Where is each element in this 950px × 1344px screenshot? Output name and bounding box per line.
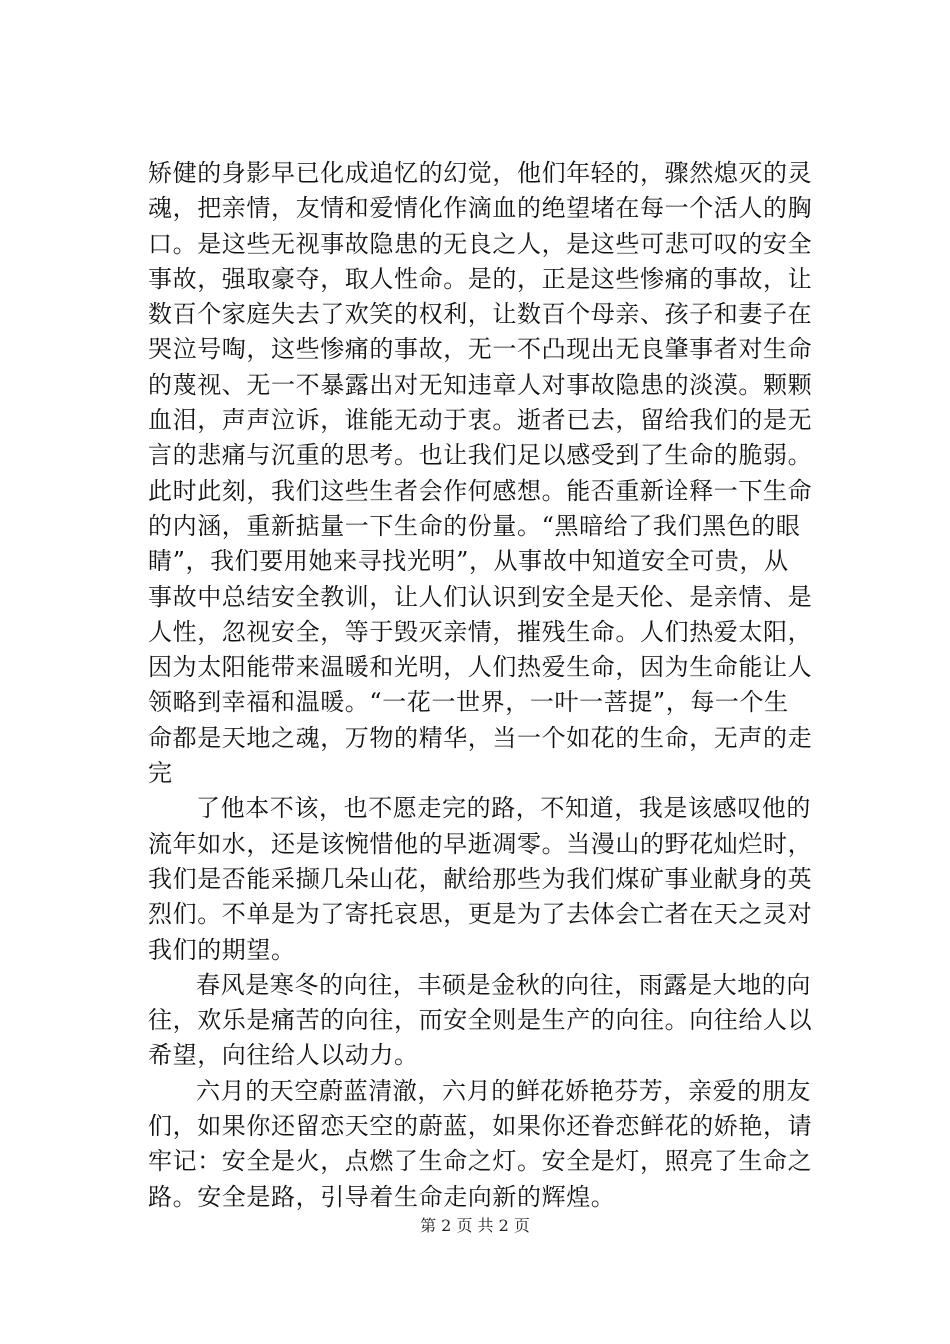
text-line: 言的悲痛与沉重的思考。也让我们足以感受到了生命的脆弱。 [148,441,813,470]
text-line: 牢记：安全是火，点燃了生命之灯。安全是灯，照亮了生命之 [148,1147,813,1176]
page-footer [0,1216,950,1236]
text-line: 的蔑视、无一不暴露出对无知违章人对事故隐患的淡漠。颗颗 [148,370,813,399]
paragraph-1 [148,156,828,791]
paragraph-3 [148,968,828,1074]
text-line: 希望，向往给人以动力。 [148,1041,419,1070]
text-line: 我们的期望。 [148,935,296,964]
text-line: 命都是天地之魂，万物的精华，当一个如花的生命，无声的走 [148,723,813,752]
text-line: 事故，强取豪夺，取人性命。是的，正是这些惨痛的事故，让 [148,264,813,293]
text-line: 口。是这些无视事故隐患的无良之人，是这些可悲可叹的安全 [148,229,813,258]
text-line: 睛”，我们要用她来寻找光明”，从事故中知道安全可贵，从 [148,547,789,576]
text-line: 数百个家庭失去了欢笑的权利，让数百个母亲、孩子和妻子在 [148,300,813,329]
text-line: 完 [148,759,173,788]
text-line: 血泪，声声泣诉，谁能无动于衷。逝者已去，留给我们的是无 [148,406,813,435]
text-line: 事故中总结安全教训，让人们认识到安全是天伦、是亲情、是 [148,582,813,611]
text-line: 往，欢乐是痛苦的向往，而安全则是生产的向往。向往给人以 [148,1006,813,1035]
text-line: 魂，把亲情，友情和爱情化作滴血的绝望堵在每一个活人的胸 [148,194,813,223]
body-text [148,156,828,1215]
text-line: 人性，忽视安全，等于毁灭亲情，摧残生命。人们热爱太阳， [148,617,813,646]
text-line: 矫健的身影早已化成追忆的幻觉，他们年轻的，骤然熄灭的灵 [148,159,813,187]
text-line: 哭泣号啕，这些惨痛的事故，无一不凸现出无良肇事者对生命 [148,335,813,364]
text-line: 的内涵，重新掂量一下生命的份量。“黑暗给了我们黑色的眼 [148,511,801,540]
text-line: 烈们。不单是为了寄托哀思，更是为了去体会亡者在天之灵对 [148,900,813,929]
text-line: 此时此刻，我们这些生者会作何感想。能否重新诠释一下生命 [148,476,813,505]
text-line: 因为太阳能带来温暖和光明，人们热爱生命，因为生命能让人 [148,653,813,682]
text-line: 领略到幸福和温暖。“一花一世界，一叶一菩提”，每一个生 [148,688,789,717]
text-line: 六月的天空蔚蓝清澈，六月的鲜花娇艳芬芳，亲爱的朋友 [196,1076,811,1105]
text-line: 了他本不该，也不愿走完的路，不知道，我是该感叹他的 [196,794,811,823]
paragraph-2 [148,791,828,967]
page-number-label: 第 2 页 共 2 页 [420,1216,530,1235]
text-line: 流年如水，还是该惋惜他的早逝凋零。当漫山的野花灿烂时， [148,829,813,858]
text-line: 我们是否能采撷几朵山花，献给那些为我们煤矿事业献身的英 [148,864,813,893]
text-line: 们，如果你还留恋天空的蔚蓝，如果你还眷恋鲜花的娇艳，请 [148,1112,813,1141]
text-line: 春风是寒冬的向往，丰硕是金秋的向往，雨露是大地的向 [196,970,811,999]
paragraph-4 [148,1074,828,1215]
text-line: 路。安全是路，引导着生命走向新的辉煌。 [148,1182,616,1211]
